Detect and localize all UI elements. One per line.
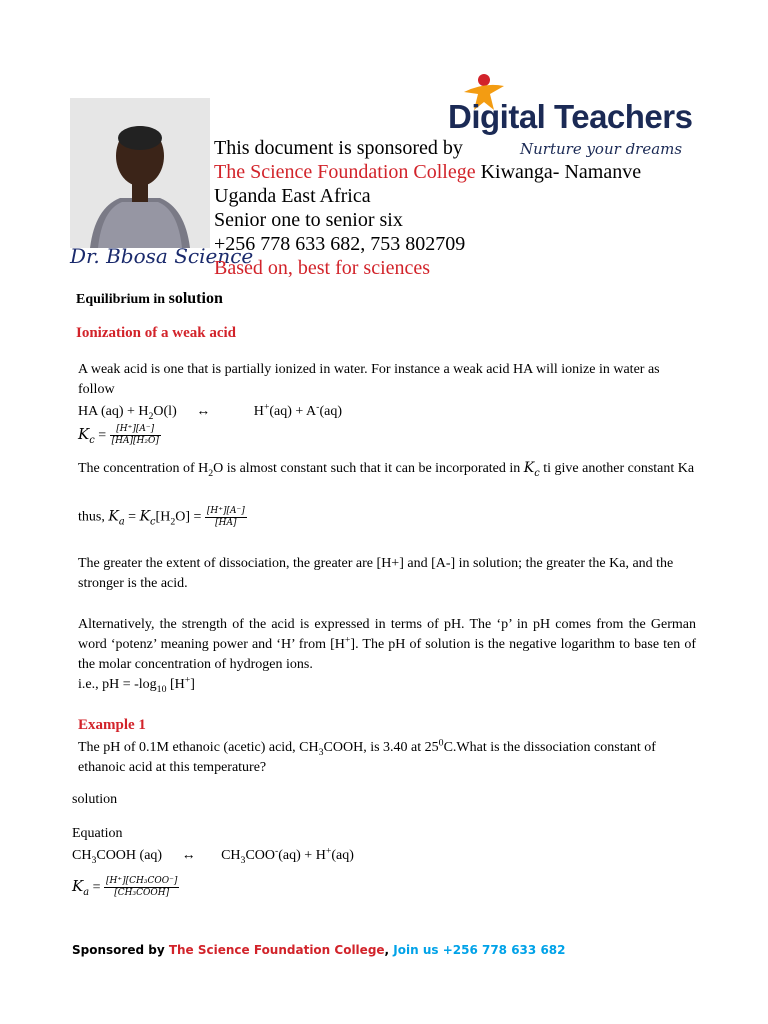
example-heading: Example 1 (78, 717, 146, 733)
sponsor-block (214, 136, 641, 280)
question-c: C.What is the dissociation constant of ethanoic acid at this temperature? (78, 740, 656, 775)
thus-a: thus, (78, 509, 109, 525)
eq1-right: H (253, 404, 264, 419)
college-line (214, 160, 641, 184)
phones-line: +256 778 633 682, 753 802709 (214, 233, 466, 255)
solution-label: solution (72, 792, 118, 807)
thus-b: = (124, 509, 140, 525)
levels-line: Senior one to senior six (214, 209, 403, 231)
country-line: Uganda East Africa (214, 185, 371, 207)
para4-a: Alternatively, the strength of the acid is expressed in terms of pH. The ‘p’ in pH comes from the German word ‘potenz’ meaning power and ‘H’ from [H (78, 617, 696, 652)
kc-denominator: [HA][H₂O] (111, 436, 159, 447)
ka-denominator: [HA] (215, 518, 237, 528)
footer-sep: , (384, 943, 394, 957)
section-heading (76, 290, 223, 308)
para2-b: O is almost constant such that it can be incorporated in (213, 461, 524, 476)
eq1-right-b: (aq) + A (269, 404, 317, 419)
eq2-right-c: (aq) + H (278, 848, 326, 863)
motto-line: Based on, best for sciences (214, 257, 431, 279)
subsection-heading: Ionization of a weak acid (76, 325, 237, 341)
ph-formula-c: ] (190, 677, 195, 692)
signature-text: Dr. Bbosa Science (70, 244, 254, 268)
reversible-arrow-icon: ↔ (181, 848, 196, 863)
sponsor-portrait (70, 98, 210, 248)
kc-numerator: [H⁺][A⁻] (110, 424, 161, 436)
kc-expression: $K_c$ = $\frac{[H^+][A^-]}{\text{[HA][H₂O]}}$ (78, 424, 159, 447)
ka-expression: $K_a$ = $\frac{\text{[H⁺][CH₃COO⁻]}}{\text{[CH₃COOH]}}$ (72, 876, 178, 899)
ka-symbol: K (72, 877, 84, 895)
portrait-image (70, 98, 210, 248)
page-footer (72, 943, 566, 957)
example-question: The pH of 0.1M ethanoic (acetic) acid, $CH_3COOH$, is 3.40 at $25^0C.What$ is the dissociation constant of ethanoic acid at this temperature? (78, 737, 656, 775)
kc-fraction (110, 424, 161, 447)
paragraph-dissociation: The greater the extent of dissociation, the greater are [H+] and [A-] in solution; the greater the Ka, and the stronger is the acid. (78, 556, 674, 591)
paragraph-ph: Alternatively, the strength of the acid is expressed in terms of pH. The ‘p’ in pH comes from the German word ‘potenz’ meaning power and ‘H’ from [H+]. The pH of solution is the negative logarithm to base ten of the molar concentration of hydrogen ions. i.e., pH = $-\log_{10}$ [H+] (78, 617, 696, 695)
ph-formula-sub: 10 (156, 683, 167, 695)
kc-sub: c (89, 434, 95, 446)
heading-word: solution (168, 290, 223, 307)
footer-college: The Science Foundation College (168, 943, 385, 957)
logo-tagline: Nurture your dreams (520, 140, 683, 158)
college-name: The Science Foundation College (214, 161, 476, 183)
eq2-right-d: (aq) (331, 848, 354, 863)
footer-prefix: Sponsored by (72, 943, 169, 957)
eq2-right-a: CH (221, 848, 241, 863)
ph-formula-b: [H (166, 677, 185, 692)
ka2-denominator: [CH₃COOH] (114, 888, 170, 899)
footer-contact: Join us +256 778 633 682 (393, 943, 566, 957)
eq2-left-b: COOH (aq) (96, 848, 163, 863)
logo-title: Digital Teachers (448, 98, 693, 135)
question-b: COOH, is 3.40 at 25 (323, 740, 439, 755)
eq1-right-c: (aq) (319, 404, 342, 419)
para2-c: ti give another constant Ka (539, 461, 695, 476)
ka-sub: a (83, 886, 90, 898)
thus-c: [H (155, 509, 171, 525)
question-a: The pH of 0.1M ethanoic (acetic) acid, CH (78, 740, 319, 755)
equation-ionization: HA $(aq) + H_2O(l)$ ↔ H+(aq) + A-(aq) (78, 401, 342, 422)
ka2-numerator: [H⁺][CH₃COO⁻] (105, 876, 178, 887)
ka2-fraction (104, 876, 179, 899)
college-place: Kiwanga- Namanve (475, 161, 642, 183)
ka-numerator: [H⁺][A⁻] (206, 506, 245, 516)
reversible-arrow-icon: ↔ (196, 404, 211, 419)
sponsor-line: This document is sponsored by (214, 137, 463, 159)
kc-symbol: K (78, 425, 90, 443)
equation-label: Equation (72, 826, 123, 841)
eq1-left-b: O(l) (153, 404, 177, 419)
ka-derivation: thus, $K_a = K_c[H_2O]$ = $\frac{[H^+][A^-]}{[HA]}$ (78, 506, 245, 528)
ph-formula-a: i.e., pH = -log (78, 677, 157, 692)
equation-ethanoic: $CH_3COOH$ (aq) ↔ $CH_3COO^-(aq) + H^+(aq)$ (72, 845, 354, 866)
paragraph-concentration: The concentration of $H_2O$ is almost constant such that it can be incorporated in $K_c$ ti give another constant Ka (78, 460, 695, 479)
para2-a: The concentration of H (78, 461, 209, 476)
eq1-left: HA (aq) + H (78, 404, 149, 419)
paragraph-intro: A weak acid is one that is partially ionized in water. For instance a weak acid HA will ionize in water as follow (78, 362, 660, 397)
para4-b: ]. The pH of solution is the negative logarithm to base ten of the molar concentration of hydrogen ions. (78, 637, 696, 672)
thus-d: O] = (175, 509, 205, 525)
eq2-right-b: COO (245, 848, 275, 863)
question-sup: 0 (438, 737, 444, 749)
heading-prefix: Equilibrium in (76, 292, 169, 307)
eq2-left-a: CH (72, 848, 92, 863)
ka-fraction (205, 506, 247, 529)
